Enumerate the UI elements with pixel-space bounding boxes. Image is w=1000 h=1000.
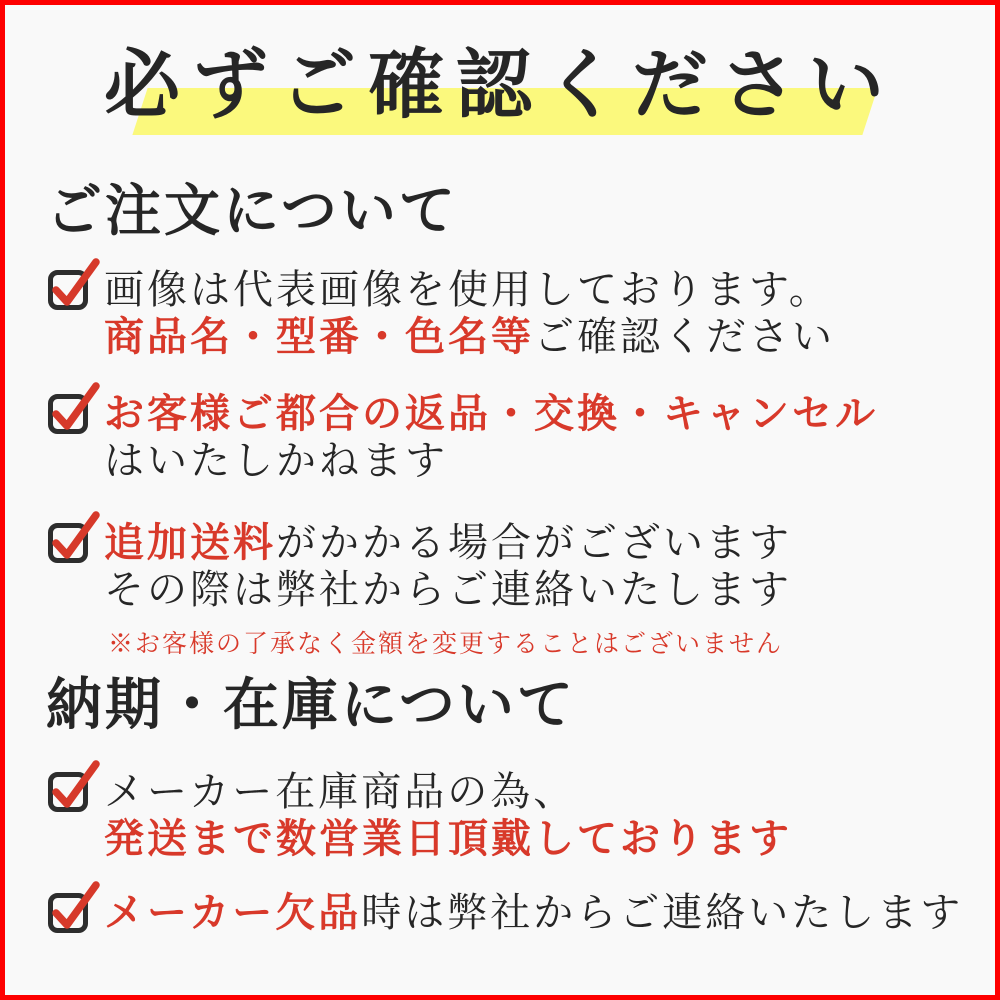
text-line	[104, 313, 835, 360]
checked-checkbox-icon	[48, 260, 98, 310]
text-line	[104, 390, 878, 437]
item-text	[104, 768, 792, 862]
checked-checkbox-icon	[48, 762, 98, 812]
checklist-item-no-returns	[48, 390, 878, 484]
text-segment: その際は弊社からご連絡いたします	[104, 567, 792, 612]
text-line	[104, 266, 835, 313]
text-segment-red: 発送まで数営業日頂戴しております	[104, 816, 792, 861]
item-text	[104, 519, 792, 661]
checklist-item-extra-shipping	[48, 519, 792, 661]
item-text	[104, 390, 878, 484]
checklist-item-representative-image	[48, 266, 835, 360]
text-segment-red: メーカー欠品	[104, 890, 362, 935]
item-text	[104, 266, 835, 360]
text-segment: はいたしかねます	[104, 438, 448, 483]
text-line	[104, 889, 963, 936]
text-segment-red: 商品名・型番・色名等	[104, 314, 534, 359]
checked-checkbox-icon	[48, 384, 98, 434]
checked-checkbox-icon	[48, 513, 98, 563]
text-line	[104, 519, 792, 566]
text-segment: メーカー在庫商品の為、	[104, 769, 577, 814]
page-title	[0, 30, 1000, 142]
text-segment-red: 追加送料	[104, 520, 276, 565]
item-text	[104, 889, 963, 936]
section-heading-orders: ご注文について	[46, 181, 458, 243]
text-line	[104, 768, 792, 815]
text-segment: がかかる場合がございます	[276, 520, 792, 565]
text-segment: ご確認ください	[534, 314, 835, 359]
text-segment-red: お客様ご都合の返品・交換・キャンセル	[104, 391, 878, 436]
text-line	[104, 815, 792, 862]
section-heading-delivery: 納期・在庫について	[46, 675, 576, 737]
checklist-item-maker-out-of-stock	[48, 889, 963, 936]
text-segment: 時は弊社からご連絡いたします	[361, 890, 964, 935]
checked-checkbox-icon	[48, 883, 98, 933]
page-title-text: 必ずご確認ください	[104, 44, 896, 128]
note-text: ※お客様の了承なく金額を変更することはございません	[108, 631, 784, 658]
text-line	[104, 566, 792, 613]
checklist-item-maker-stock	[48, 768, 792, 862]
text-line	[104, 437, 878, 484]
text-segment: 画像は代表画像を使用しております。	[104, 267, 832, 312]
